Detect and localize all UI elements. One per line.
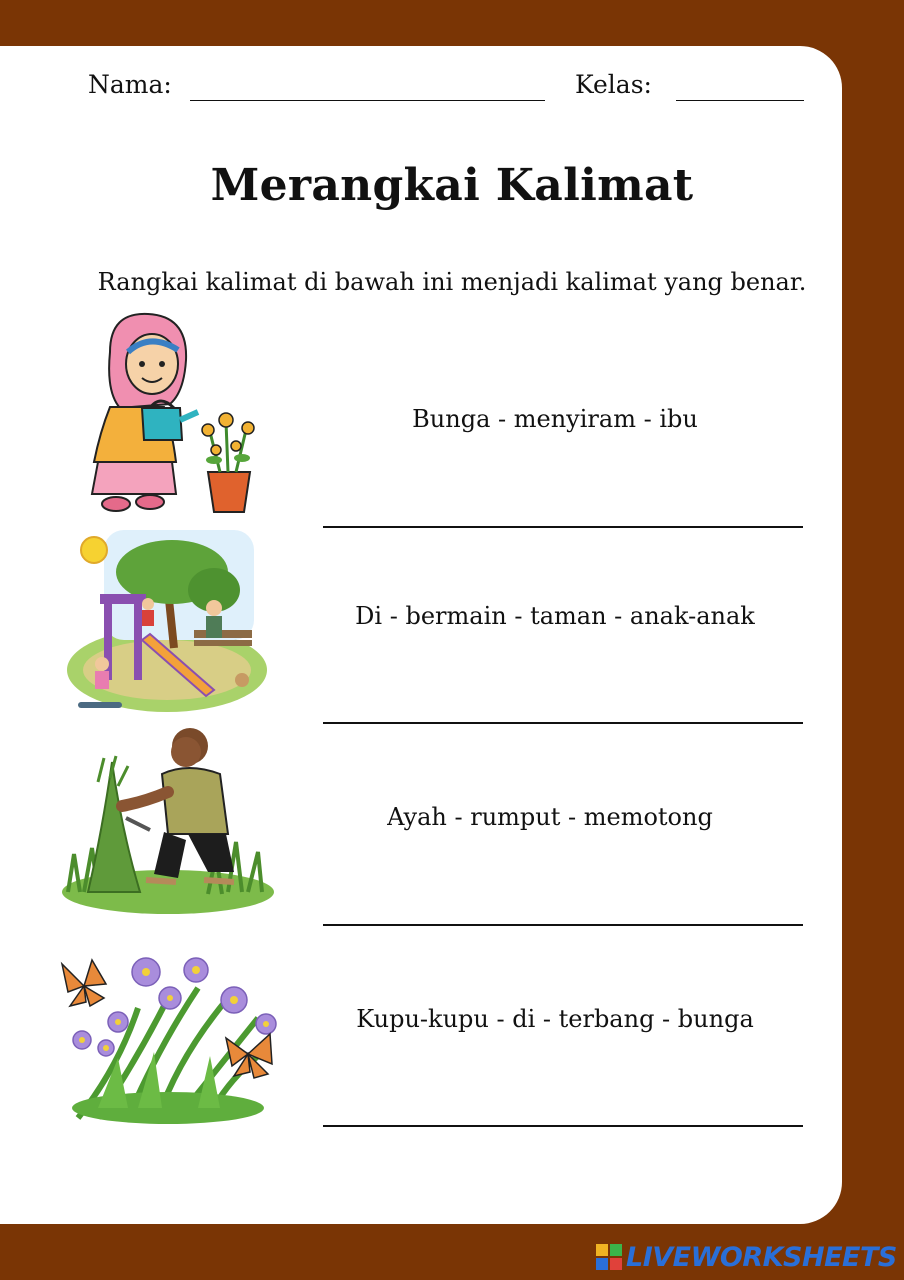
instruction-text: Rangkai kalimat di bawah ini menjadi kalimat yang benar. (97, 268, 807, 296)
prompt-2: Di - bermain - taman - anak-anak (355, 602, 755, 630)
answer-field-4[interactable] (323, 1095, 803, 1127)
girl-watering-flowers-icon (80, 312, 260, 517)
brand-logo (596, 1240, 897, 1274)
butterflies-flowers-icon (58, 948, 290, 1126)
name-field[interactable] (190, 72, 545, 101)
answer-field-3[interactable] (323, 894, 803, 926)
name-label: Nama: (88, 70, 172, 99)
prompt-4: Kupu-kupu - di - terbang - bunga (356, 1005, 754, 1033)
man-cutting-grass-icon (58, 722, 278, 920)
children-playground-icon (64, 530, 270, 720)
prompt-1: Bunga - menyiram - ibu (412, 405, 698, 433)
prompt-3: Ayah - rumput - memotong (387, 803, 713, 831)
class-field[interactable] (676, 72, 804, 101)
class-label: Kelas: (575, 70, 652, 99)
page-title: Merangkai Kalimat (210, 160, 694, 211)
brand-text: LIVEWORKSHEETS (626, 1241, 897, 1273)
answer-field-1[interactable] (323, 496, 803, 528)
answer-field-2[interactable] (323, 692, 803, 724)
liveworksheets-logo-icon (596, 1244, 622, 1270)
